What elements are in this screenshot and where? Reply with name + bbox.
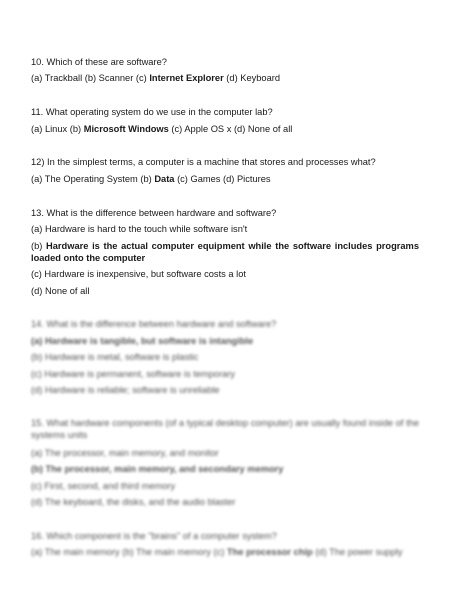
answer-14b: (b) Hardware is metal, software is plastic — [31, 352, 199, 362]
answer-15b: (b) The processor, main memory, and secondary memory — [31, 464, 284, 474]
answer-10: (a) Trackball (b) Scanner (c) Internet Explorer (d) Keyboard — [31, 73, 281, 83]
answer-13b: (b) Hardware is the actual computer equipment while the software includes programs loaded onto the computer — [31, 241, 419, 263]
answer-13d: (d) None of all — [31, 286, 90, 296]
answer-15d: (d) The keyboard, the disks, and the audio blaster — [31, 497, 236, 507]
answer-14c: (c) Hardware is permanent, software is temporary — [31, 369, 236, 379]
question-11: 11. What operating system do we use in the computer lab? — [31, 107, 273, 117]
answer-14d: (d) Hardware is reliable; software is unreliable — [31, 385, 220, 395]
answer-15a: (a) The processor, main memory, and monitor — [31, 448, 219, 458]
answer-13a: (a) Hardware is hard to the touch while software isn't — [31, 224, 248, 234]
answer-15c: (c) First, second, and third memory — [31, 481, 176, 491]
answer-16: (a) The main memory (b) The main memory (c) The processor chip (d) The power supply — [31, 547, 403, 557]
answer-12: (a) The Operating System (b) Data (c) Games (d) Pictures — [31, 174, 271, 184]
question-15: 15. What hardware components (of a typical desktop computer) are usually found inside of the systems units — [31, 418, 419, 440]
question-12: 12) In the simplest terms, a computer is a machine that stores and processes what? — [31, 157, 376, 167]
question-13: 13. What is the difference between hardware and software? — [31, 208, 277, 218]
question-10: 10. Which of these are software? — [31, 57, 167, 67]
answer-11: (a) Linux (b) Microsoft Windows (c) Apple OS x (d) None of all — [31, 124, 293, 134]
question-16: 16. Which component is the "brains" of a computer system? — [31, 531, 277, 541]
answer-13c: (c) Hardware is inexpensive, but software costs a lot — [31, 269, 246, 279]
question-14: 14. What is the difference between hardware and software? — [31, 319, 277, 329]
answer-14a: (a) Hardware is tangible, but software is intangible — [31, 336, 254, 346]
